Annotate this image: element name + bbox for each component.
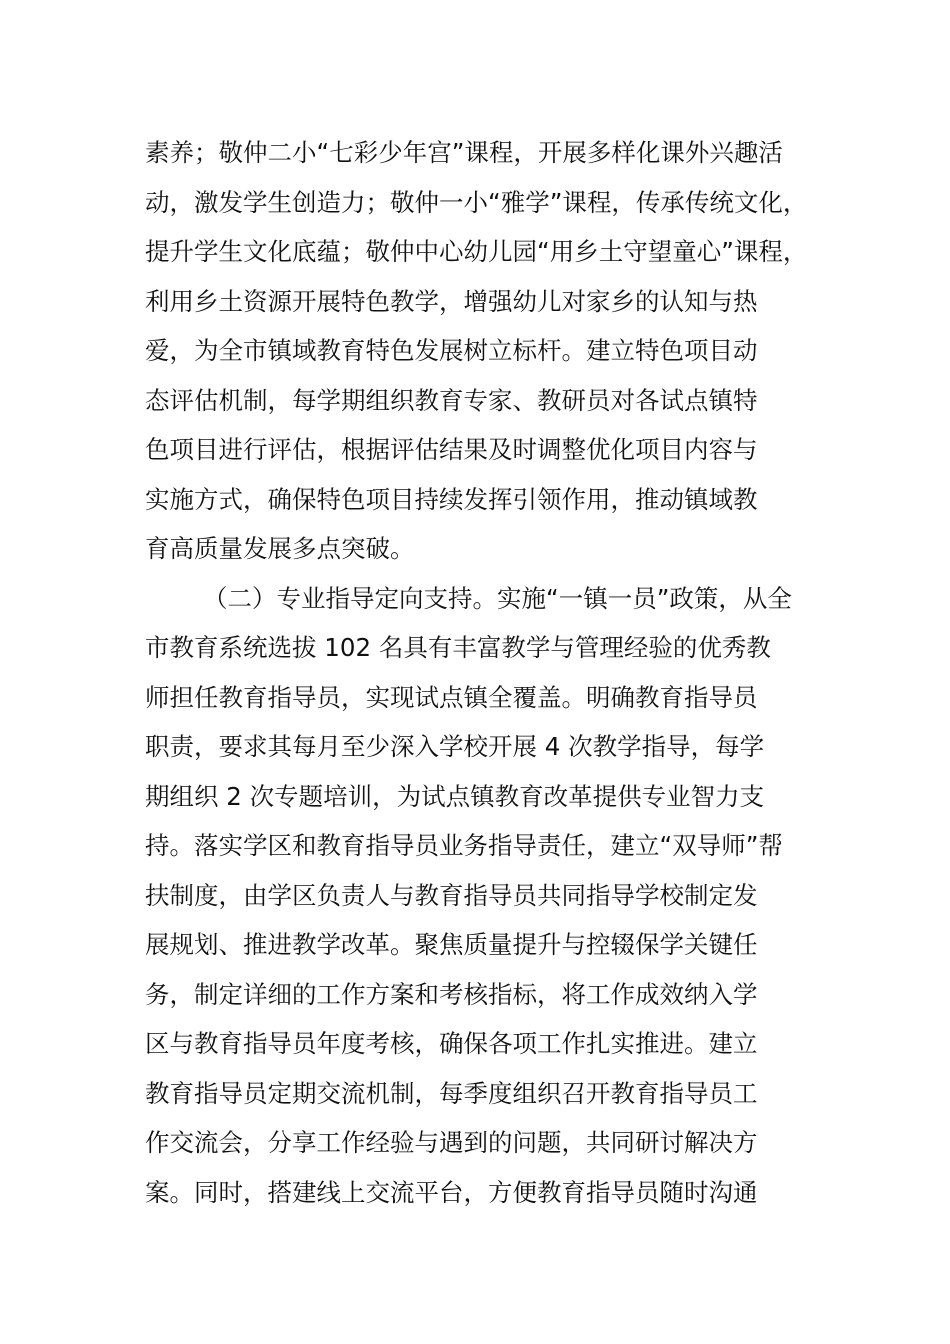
section-heading-line: （二）专业指导定向支持。实施“一镇一员”政策，从全: [203, 583, 792, 613]
text-line: 素养；敬仲二小“七彩少年宫”课程，开展多样化课外兴趣活: [145, 138, 783, 167]
text-line: 职责，要求其每月至少深入学校开展 4 次教学指导，每学: [145, 732, 765, 761]
text-line: 案。同时，搭建线上交流平台，方便教育指导员随时沟通: [145, 1177, 758, 1207]
text-line: 作交流会，分享工作经验与遇到的问题，共同研讨解决方: [145, 1128, 758, 1157]
text-line: 育高质量发展多点突破。: [145, 534, 415, 563]
text-line: 展规划、推进教学改革。聚焦质量提升与控辍保学关键任: [145, 930, 758, 959]
text-line: 期组织 2 次专题培训，为试点镇教育改革提供专业智力支: [145, 781, 765, 811]
text-line: 师担任教育指导员，实现试点镇全覆盖。明确教育指导员: [145, 682, 758, 712]
text-line: 色项目进行评估，根据评估结果及时调整优化项目内容与: [145, 435, 758, 464]
text-line: 爱，为全市镇域教育特色发展树立标杆。建立特色项目动: [145, 336, 758, 365]
text-line: 实施方式，确保特色项目持续发挥引领作用，推动镇域教: [145, 484, 758, 514]
text-line: 动，激发学生创造力；敬仲一小“雅学”课程，传承传统文化，: [145, 187, 808, 217]
text-line: 利用乡土资源开展特色教学，增强幼儿对家乡的认知与热: [145, 286, 758, 316]
text-line: 提升学生文化底蕴；敬仲中心幼儿园“用乡土守望童心”课程，: [145, 237, 808, 266]
text-line: 教育指导员定期交流机制，每季度组织召开教育指导员工: [145, 1078, 758, 1108]
text-line: 区与教育指导员年度考核，确保各项工作扎实推进。建立: [145, 1029, 758, 1058]
text-line: 持。落实学区和教育指导员业务指导责任，建立“双导师”帮: [145, 831, 783, 860]
text-line: 市教育系统选拔 102 名具有丰富教学与管理经验的优秀教: [145, 633, 771, 662]
text-line: 态评估机制，每学期组织教育专家、教研员对各试点镇特: [145, 385, 758, 415]
text-line: 扶制度，由学区负责人与教育指导员共同指导学校制定发: [145, 880, 758, 910]
text-line: 务，制定详细的工作方案和考核指标，将工作成效纳入学: [145, 979, 758, 1009]
body-text: [145, 128, 845, 1217]
